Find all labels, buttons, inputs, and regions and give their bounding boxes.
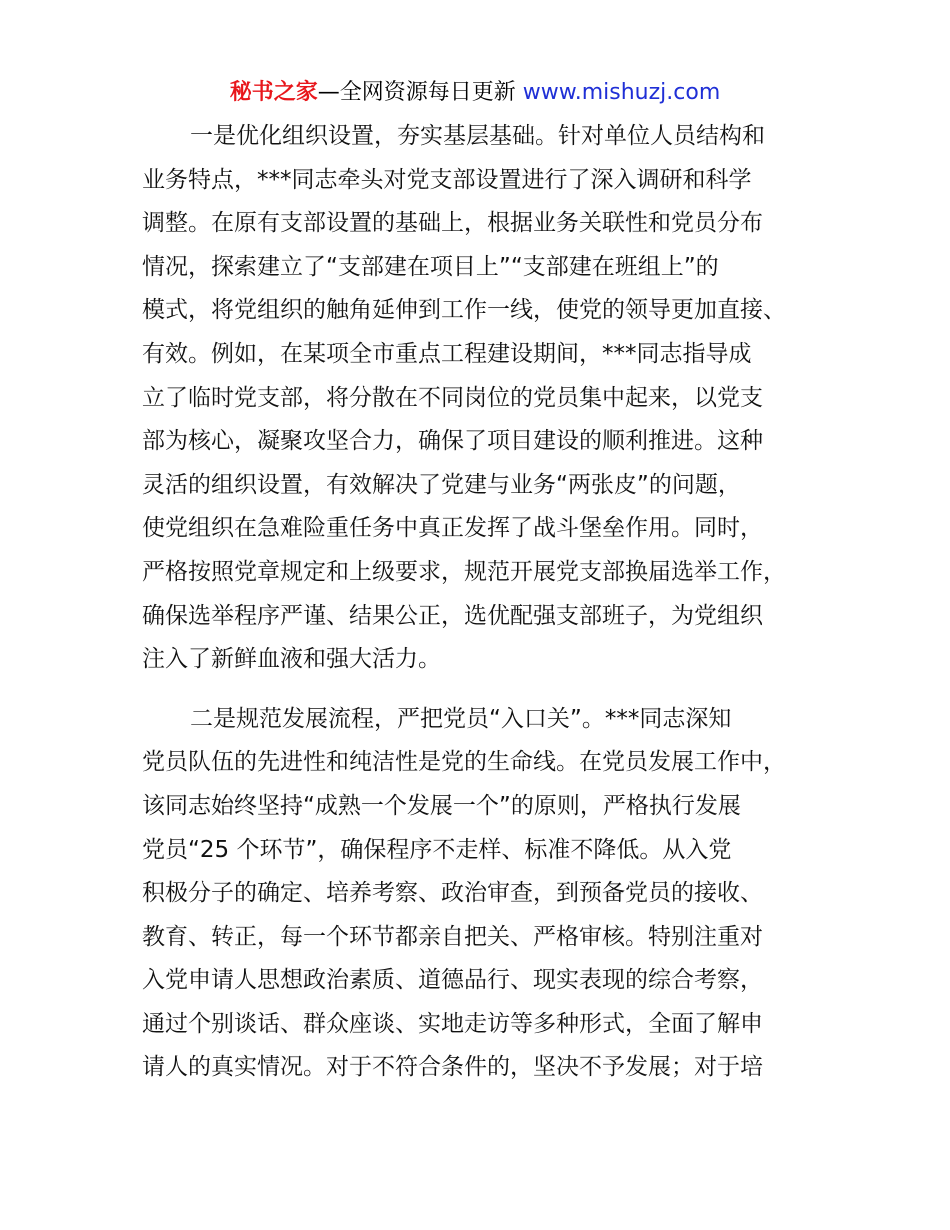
text-line: 教育、转正，每一个环节都亲自把关、严格审核。特别注重对 [142,923,763,950]
document-body [142,115,822,1106]
text-line: 通过个别谈话、群众座谈、实地走访等多种形式，全面了解申 [142,1010,763,1037]
text-line: 注入了新鲜血液和强大活力。 [142,646,441,673]
text-line: 严格按照党章规定和上级要求，规范开展党支部换届选举工作， [142,558,786,585]
text-line: 二是规范发展流程，严把党员“入口关”。***同志深知 [190,705,732,732]
paragraph [142,115,822,682]
text-line: 使党组织在急难险重任务中真正发挥了战斗堡垒作用。同时， [142,515,763,542]
text-line: 立了临时党支部，将分散在不同岗位的党员集中起来，以党支 [142,384,763,411]
text-line: 入党申请人思想政治素质、道德品行、现实表现的综合考察， [142,967,763,994]
text-line: 调整。在原有支部设置的基础上，根据业务关联性和党员分布 [142,210,763,237]
text-line: 积极分子的确定、培养考察、政治审查，到预备党员的接收、 [142,880,763,907]
text-line: 情况，探索建立了“支部建在项目上”“支部建在班组上”的 [142,253,719,280]
header-tagline: —全网资源每日更新 [317,80,523,105]
text-line: 模式，将党组织的触角延伸到工作一线，使党的领导更加直接、 [142,297,786,324]
header-brand: 秘书之家 [229,80,318,105]
text-line: 请人的真实情况。对于不符合条件的，坚决不予发展；对于培 [142,1054,763,1081]
text-line: 党员队伍的先进性和纯洁性是党的生命线。在党员发展工作中， [142,749,786,776]
text-line: 部为核心，凝聚攻坚合力，确保了项目建设的顺利推进。这种 [142,428,763,455]
text-line: 该同志始终坚持“成熟一个发展一个”的原则，严格执行发展 [142,792,741,819]
site-header [0,78,950,108]
text-line: 一是优化组织设置，夯实基层基础。针对单位人员结构和 [190,123,765,149]
text-line: 党员“25 个环节”，确保程序不走样、标准不降低。从入党 [142,836,732,863]
text-line: 确保选举程序严谨、结果公正，选优配强支部班子，为党组织 [142,602,763,629]
paragraph [142,698,822,1090]
text-line: 业务特点，***同志牵头对党支部设置进行了深入调研和科学 [142,166,752,193]
text-line: 有效。例如，在某项全市重点工程建设期间，***同志指导成 [142,340,752,367]
text-line: 灵活的组织设置，有效解决了党建与业务“两张皮”的问题， [142,471,741,498]
header-url-link[interactable]: www.mishuzj.com [522,80,721,105]
